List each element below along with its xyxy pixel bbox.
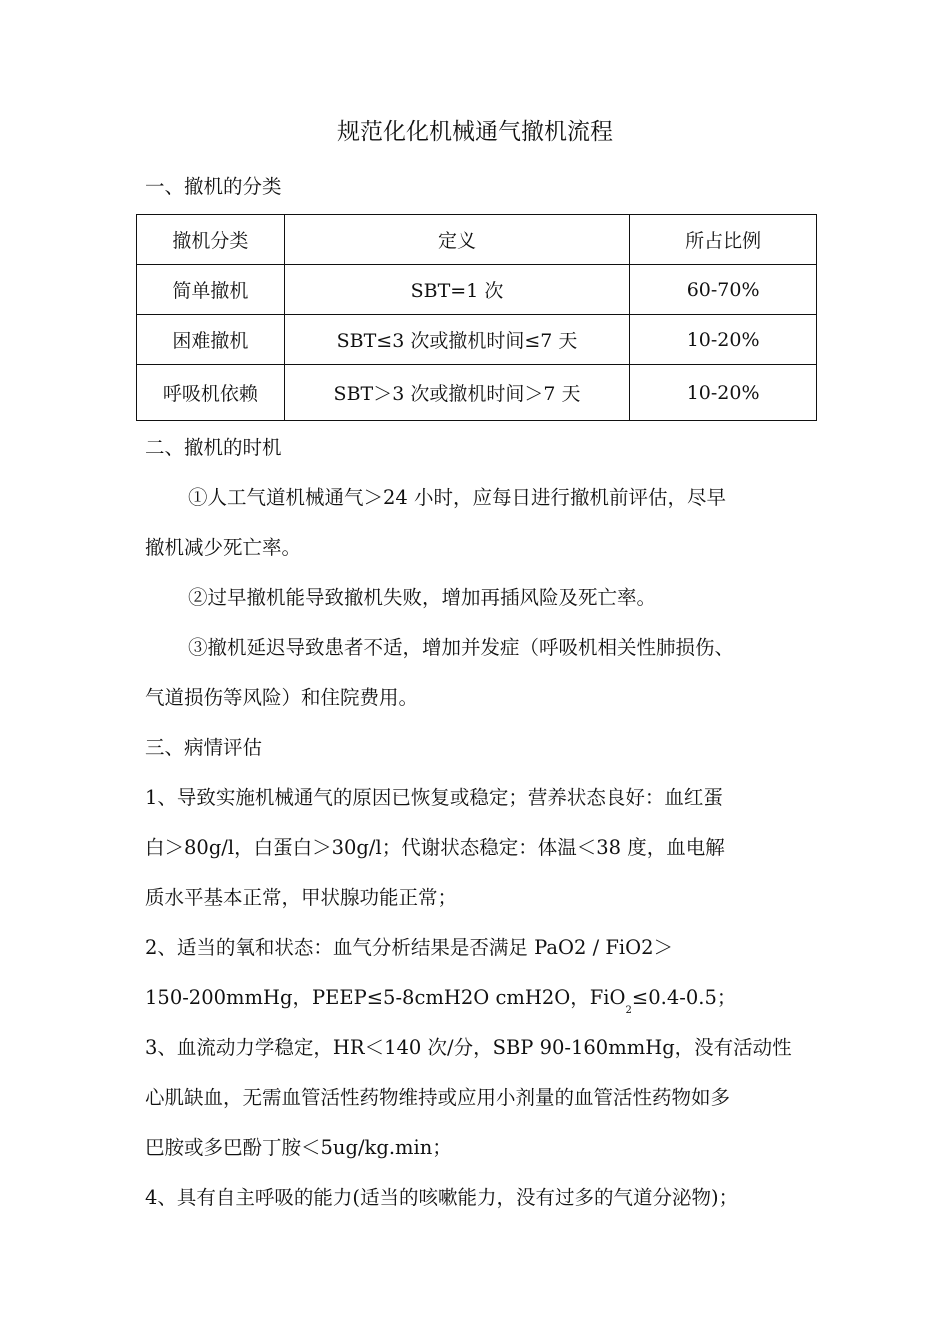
table-cell: 10-20% xyxy=(630,365,817,421)
text-segment: 150-200mmHg，PEEP≤5-8cmH2O cmH2O，FiO xyxy=(145,986,626,1009)
table-header-row xyxy=(137,215,817,265)
subscript: 2 xyxy=(625,1005,632,1016)
text-segment: ≤0.4-0.5； xyxy=(631,986,737,1009)
paragraph-line: 4、具有自主呼吸的能力(适当的咳嗽能力，没有过多的气道分泌物)； xyxy=(145,1186,739,1209)
section-heading-timing: 二、撤机的时机 xyxy=(145,436,282,459)
paragraph-line: ①人工气道机械通气＞24 小时，应每日进行撤机前评估，尽早 xyxy=(188,486,727,509)
weaning-classification-table xyxy=(136,214,817,421)
paragraph-line: 3、血流动力学稳定，HR＜140 次/分，SBP 90-160mmHg，没有活动性 xyxy=(145,1036,792,1059)
paragraph-line: ②过早撤机能导致撤机失败，增加再插风险及死亡率。 xyxy=(188,586,657,609)
table-header-cell: 撤机分类 xyxy=(137,215,285,265)
paragraph-line: 巴胺或多巴酚丁胺＜5ug/kg.min； xyxy=(145,1136,452,1159)
paragraph-line: 2、适当的氧和状态：血气分析结果是否满足 PaO2 / FiO2＞ xyxy=(145,936,673,959)
table-cell: SBT=1 次 xyxy=(284,265,629,315)
table-header-cell: 所占比例 xyxy=(630,215,817,265)
paragraph-line: 心肌缺血，无需血管活性药物维持或应用小剂量的血管活性药物如多 xyxy=(145,1086,731,1109)
paragraph-line: 白＞80g/l，白蛋白＞30g/l；代谢状态稳定：体温＜38 度，血电解 xyxy=(145,836,725,859)
table-cell: SBT≤3 次或撤机时间≤7 天 xyxy=(284,315,629,365)
paragraph-line: ③撤机延迟导致患者不适，增加并发症（呼吸机相关性肺损伤、 xyxy=(188,636,735,659)
paragraph-line: 气道损伤等风险）和住院费用。 xyxy=(145,686,419,709)
paragraph-line: 质水平基本正常，甲状腺功能正常； xyxy=(145,886,458,909)
table-cell: 困难撤机 xyxy=(137,315,285,365)
table-cell: SBT＞3 次或撤机时间＞7 天 xyxy=(284,365,629,421)
table-cell: 简单撤机 xyxy=(137,265,285,315)
table-cell: 60-70% xyxy=(630,265,817,315)
section-heading-classification: 一、撤机的分类 xyxy=(145,175,282,198)
table-row xyxy=(137,315,817,365)
paragraph-line: 1、导致实施机械通气的原因已恢复或稳定；营养状态良好：血红蛋 xyxy=(145,786,723,809)
table-row xyxy=(137,265,817,315)
paragraph-line: 撤机减少死亡率。 xyxy=(145,536,302,559)
table-cell: 呼吸机依赖 xyxy=(137,365,285,421)
table-cell: 10-20% xyxy=(630,315,817,365)
section-heading-assessment: 三、病情评估 xyxy=(145,736,263,759)
document-title: 规范化化机械通气撤机流程 xyxy=(337,119,613,145)
table-row xyxy=(137,365,817,421)
table-header-cell: 定义 xyxy=(284,215,629,265)
paragraph-line xyxy=(145,981,736,1028)
